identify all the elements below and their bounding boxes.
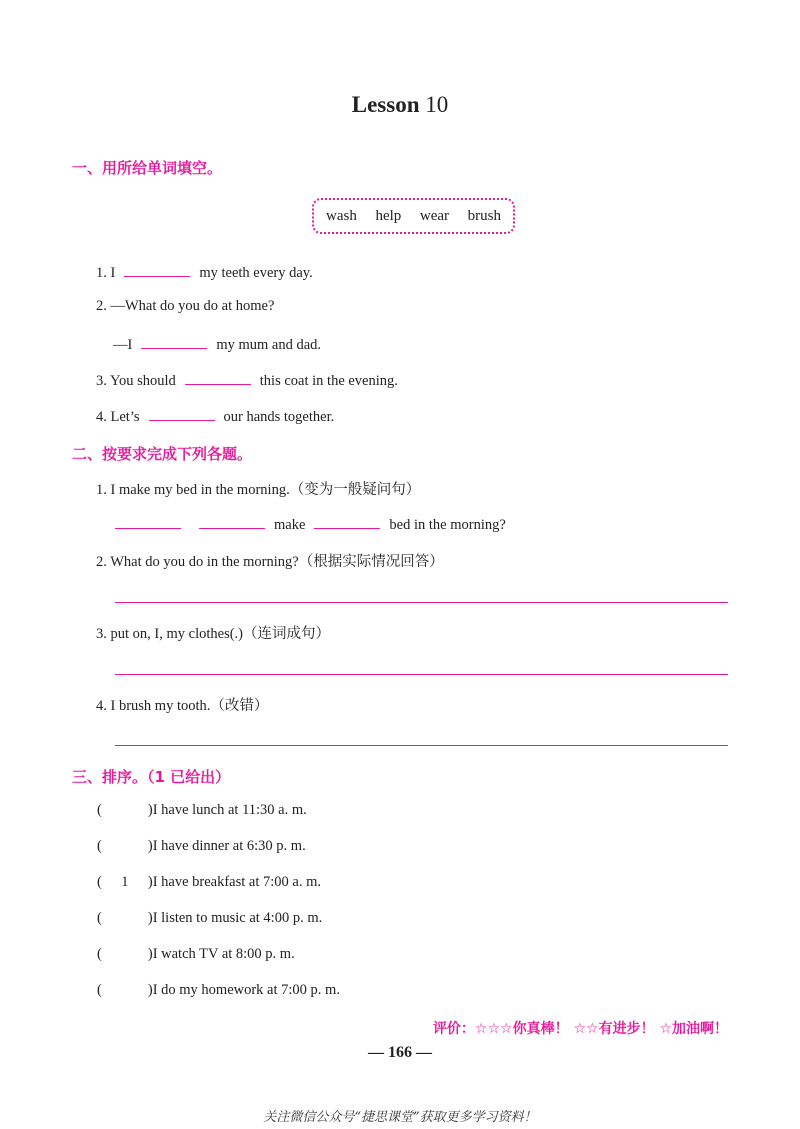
s1-q2-text-after: my mum and dad. bbox=[216, 337, 322, 353]
order-item: ( )I watch TV at 8:00 p. m. bbox=[97, 946, 295, 962]
order-mark[interactable]: 1 bbox=[121, 874, 129, 890]
s1-q4-text-before: 4. Let’s bbox=[96, 409, 140, 425]
s1-question-3 bbox=[96, 370, 398, 390]
section-2-heading: 二、按要求完成下列各题。 bbox=[72, 445, 253, 463]
order-item-text: I have lunch at 11:30 a. m. bbox=[152, 802, 307, 818]
order-item: ( )I do my homework at 7:00 p. m. bbox=[97, 982, 340, 998]
answer-blank[interactable] bbox=[141, 334, 207, 349]
section-3-heading: 三、排序。（1 已给出） bbox=[72, 768, 231, 786]
word-bank-word: wash bbox=[326, 207, 357, 224]
s2-q1-fill-mid: make bbox=[274, 517, 306, 533]
s1-q3-text-after: this coat in the evening. bbox=[259, 373, 398, 389]
self-rating: 评价：☆☆☆你真棒！ ☆☆有进步！ ☆加油啊！ bbox=[432, 1021, 728, 1037]
section-1-heading: 一、用所给单词填空。 bbox=[72, 159, 223, 177]
order-item-text: I have dinner at 6:30 p. m. bbox=[152, 838, 306, 854]
order-item: ( )I have dinner at 6:30 p. m. bbox=[97, 838, 306, 854]
lesson-title bbox=[0, 92, 800, 118]
answer-blank[interactable] bbox=[149, 406, 215, 421]
s1-question-4 bbox=[96, 406, 334, 426]
s1-question-1 bbox=[96, 262, 313, 282]
lesson-title-number: 10 bbox=[425, 92, 449, 117]
s1-q2-text-before: —I bbox=[113, 337, 133, 353]
answer-line[interactable] bbox=[115, 674, 728, 675]
s1-q1-text-before: 1. I bbox=[96, 265, 116, 281]
answer-blank[interactable] bbox=[199, 514, 265, 529]
lesson-title-main: Lesson bbox=[351, 92, 420, 117]
s2-question-4: 4. I brush my tooth.（改错） bbox=[96, 698, 269, 714]
s2-q1-fill-end: bed in the morning? bbox=[389, 517, 506, 533]
answer-line[interactable] bbox=[115, 745, 728, 746]
s2-question-2: 2. What do you do in the morning?（根据实际情况回答） bbox=[96, 554, 444, 570]
s1-q3-text-before: 3. You should bbox=[96, 373, 176, 389]
answer-blank[interactable] bbox=[314, 514, 380, 529]
order-item-text: I do my homework at 7:00 p. m. bbox=[152, 982, 340, 998]
order-item-text: I watch TV at 8:00 p. m. bbox=[152, 946, 295, 962]
s2-question-3: 3. put on, I, my clothes(.)（连词成句） bbox=[96, 626, 330, 642]
s2-question-1-fill bbox=[106, 514, 506, 534]
s1-question-2: 2. —What do you do at home? bbox=[96, 298, 275, 314]
footer-note: 关注微信公众号“捷思课堂”获取更多学习资料！ bbox=[263, 1110, 537, 1125]
word-bank-word: help bbox=[375, 207, 402, 224]
word-bank-word: brush bbox=[467, 207, 501, 224]
s2-question-1: 1. I make my bed in the morning.（变为一般疑问句） bbox=[96, 482, 421, 498]
order-item-text: I listen to music at 4:00 p. m. bbox=[152, 910, 323, 926]
order-item-text: I have breakfast at 7:00 a. m. bbox=[152, 874, 321, 890]
s1-q1-text-after: my teeth every day. bbox=[199, 265, 313, 281]
answer-blank[interactable] bbox=[115, 514, 181, 529]
order-item: ( )I listen to music at 4:00 p. m. bbox=[97, 910, 323, 926]
answer-line[interactable] bbox=[115, 602, 728, 603]
s1-question-2-answer bbox=[113, 334, 321, 354]
word-bank-word: wear bbox=[419, 207, 450, 224]
s1-q4-text-after: our hands together. bbox=[223, 409, 335, 425]
answer-blank[interactable] bbox=[185, 370, 251, 385]
order-item: ( )I have lunch at 11:30 a. m. bbox=[97, 802, 307, 818]
page-number: — 166 — bbox=[368, 1044, 432, 1061]
answer-blank[interactable] bbox=[124, 262, 190, 277]
word-bank bbox=[312, 198, 515, 234]
order-item: ( 1 )I have breakfast at 7:00 a. m. bbox=[97, 874, 321, 890]
